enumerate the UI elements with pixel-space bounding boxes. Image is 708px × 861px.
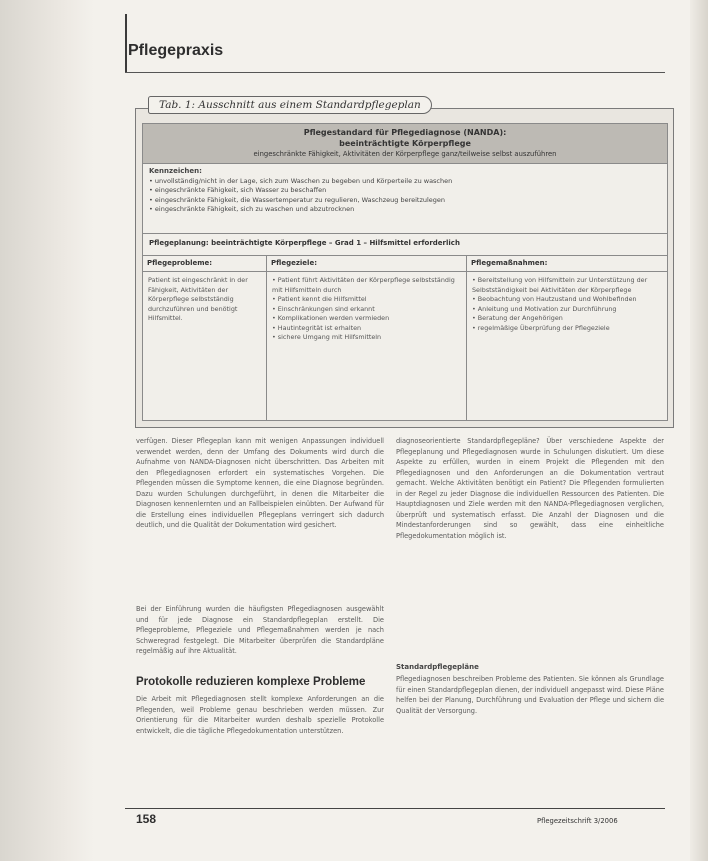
footer-rule [125,808,665,809]
section-bar [125,14,127,72]
page-edge-shadow [690,0,708,861]
section-title: Pflegepraxis [128,42,224,59]
column-header: Pflegeziele: [267,256,466,272]
column-measures [467,256,667,420]
care-plan-table [135,108,674,428]
section-heading: Protokolle reduzieren komplexe Probleme [136,676,366,688]
kennzeichen-line: • eingeschränkte Fähigkeit, die Wassertemperatur zu regulieren, Waschzeug bereitzulegen [149,195,446,204]
journal-name: Pflegezeitschrift 3/2006 [537,817,618,825]
subheading: Standardpflegepläne [396,663,479,671]
column-body: • Bereitstellung von Hilfsmitteln zur Unterstützung der Selbstständigkeit bei Aktivitäten der Körperpflege • Beobachtung von Hautzustand und Wohlbefinden • Anleitung und Motivation zur Durchführung • Beratung der Angehörigen • regelmäßige Überprüfung der Pflegeziele [472,276,648,332]
standard-definition: eingeschränkte Fähigkeit, Aktivitäten der Körperpflege ganz/teilweise selbst auszuführen [253,150,557,158]
column-header: Pflegeprobleme: [143,256,266,272]
header-rule [125,72,665,73]
kennzeichen-line: • eingeschränkte Fähigkeit, sich Wasser zu beschaffen [149,186,327,194]
body-text-left-2: Bei der Einführung wurden die häufigsten Pflegediagnosen ausgewählt und für jede Diagnose ein Standardpflegeplan erstellt. Die Pflegeprobleme, Pflegeziele und Pflegemaßnahmen werden je nach Schweregrad festgelegt. Die Mitarbeiter überprüfen die Standardpläne regelmäßig auf ihre Aktualität. [136,605,384,655]
column-body: • Patient führt Aktivitäten der Körperpflege selbstständig mit Hilfsmitteln durch • Patient kennt die Hilfsmittel • Einschränkungen sind erkannt • Komplikationen werden vermieden • Hautintegrität ist erhalten • sichere Umgang mit Hilfsmitteln [272,276,455,341]
body-text-right-2: Pflegediagnosen beschreiben Probleme des Patienten. Sie können als Grundlage für einen Standardpflegeplan dienen, der individuell angepasst wird. Diese Pläne helfen bei der Planung, Durchführung und Evaluation der Pflege und sichern die Qualität der Versorgung. [396,675,664,715]
body-text-right-1: diagnoseorientierte Standardpflegepläne? Über verschiedene Aspekte der Pflegeplanung und Pflegediagnosen wurde in Schulungen diskutiert. Um diese Aspekte zu erfüllen, wurden in einem Projekt die Pflegenden mit den Pflegediagnosen und den Anforderungen an die Dokumentation vertraut gemacht. Welche Aktivitäten benötigt ein Patient? Die Pflegenden formulierten in der Regel zu jeder Diagnose die individuellen Ressourcen des Patienten. Die Hauptdiagnosen und Ziele werden mit den NANDA-Pflegediagnosen verglichen, überprüft und systematisch erfasst. Die Anzahl der Diagnosen und die Mindestanforderungen sind so gewählt, dass eine einheitliche Pflegedokumentation möglich ist. [396,437,664,540]
kennzeichen-label: Kennzeichen: [149,167,202,175]
plan-columns [143,256,667,420]
column-problems [143,256,267,420]
kennzeichen-line: • unvollständig/nicht in der Lage, sich zum Waschen zu begeben und Körperteile zu waschen [149,176,453,185]
table-inner [142,123,668,421]
plan-label: Pflegeplanung: beeinträchtigte Körperpflege – Grad 1 – Hilfsmittel erforderlich [143,234,667,256]
table-caption: Tab. 1: Ausschnitt aus einem Standardpflegeplan [148,96,432,114]
kennzeichen-line: • eingeschränkte Fähigkeit, sich zu waschen und abzutrocknen [149,205,355,213]
standard-header [143,124,667,164]
column-goals [267,256,467,420]
standard-diagnosis: beeinträchtigte Körperpflege [339,139,471,148]
body-text-left-3: Die Arbeit mit Pflegediagnosen stellt komplexe Anforderungen an die Pflegenden, weil Probleme genau beschrieben werden müssen. Zur Orientierung für die Mitarbeiter wurden deshalb spezielle Protokolle entwickelt, die die tägliche Pflegedokumentation unterstützen. [136,695,384,735]
page-spine-shadow [0,0,94,861]
kennzeichen-block [143,164,667,234]
standard-title: Pflegestandard für Pflegediagnose (NANDA): [303,128,507,137]
body-text-left-1: verfügen. Dieser Pflegeplan kann mit wenigen Anpassungen individuell verwendet werden, denn der Umfang des Dokuments wird durch die Aufnahme von NANDA-Diagnosen nicht überschritten. Das Arbeiten mit den Pflegediagnosen erfordert ein systematisches Vorgehen. Die Pflegenden müssen die Symptome kennen, die eine Diagnose begründen. Dazu wurden Schulungen durchgeführt, in denen die Mitarbeiter die Diagnosen kennenlernten und an Fallbeispielen einübten. Der Aufwand für die Erstellung eines individuellen Pflegeplans verringert sich dadurch deutlich, und die Qualität der Dokumentation wird gesichert. [136,437,384,529]
column-body: Patient ist eingeschränkt in der Fähigkeit, Aktivitäten der Körperpflege selbstständig durchzuführen und benötigt Hilfsmittel. [148,276,248,322]
column-header: Pflegemaßnahmen: [467,256,667,272]
page-number: 158 [136,812,157,826]
